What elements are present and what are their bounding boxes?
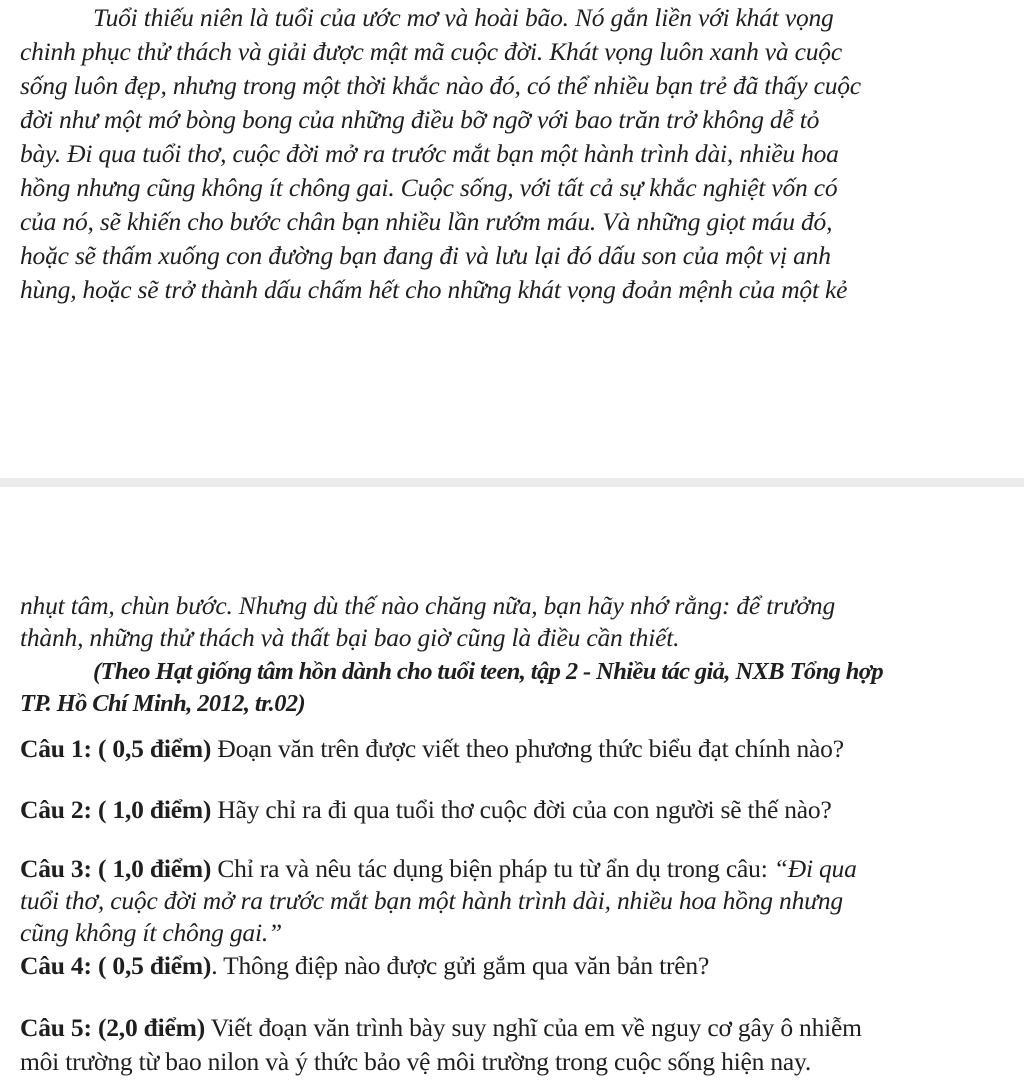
question-text-line: môi trường từ bao nilon và ý thức bảo vệ môi trường trong cuộc sống hiện nay. — [20, 1047, 812, 1076]
source-line: (Theo Hạt giống tâm hồn dành cho tuổi teen, tập 2 - Nhiều tác giả, NXB Tổng hợp — [93, 658, 884, 685]
source-line: TP. Hồ Chí Minh, 2012, tr.02) — [20, 690, 306, 717]
passage-line: bày. Đi qua tuổi thơ, cuộc đời mở ra trước mắt bạn một hành trình dài, nhiều hoa — [20, 139, 839, 168]
question-text: . Thông điệp nào được gửi gắm qua văn bản trên? — [211, 951, 710, 980]
passage-line: sống luôn đẹp, nhưng trong một thời khắc nào đó, có thể nhiều bạn trẻ đã thấy cuộc — [20, 71, 861, 100]
question-quote: “Đi qua — [773, 854, 857, 883]
passage-line: nhụt tâm, chùn bước. Nhưng dù thế nào chăng nữa, bạn hãy nhớ rằng: để trưởng — [20, 591, 836, 620]
question-4 — [20, 950, 709, 982]
question-label: Câu 1: ( 0,5 điểm) — [20, 734, 212, 763]
question-label: Câu 5: (2,0 điểm) — [20, 1013, 205, 1042]
question-2 — [20, 794, 832, 826]
passage-line: thành, những thử thách và thất bại bao giờ cũng là điều cần thiết. — [20, 623, 680, 652]
passage-line: hoặc sẽ thấm xuống con đường bạn đang đi và lưu lại đó dấu son của một vị anh — [20, 241, 831, 270]
question-quote-line: cũng không ít chông gai.” — [20, 918, 283, 947]
question-text: Viết đoạn văn trình bày suy nghĩ của em về nguy cơ gây ô nhiễm — [205, 1013, 862, 1042]
question-text: Đoạn văn trên được viết theo phương thức biểu đạt chính nào? — [211, 734, 844, 763]
question-quote-line: tuổi thơ, cuộc đời mở ra trước mắt bạn một hành trình dài, nhiều hoa hồng nhưng — [20, 886, 843, 915]
question-text: Hãy chỉ ra đi qua tuổi thơ cuộc đời của con người sẽ thế nào? — [211, 795, 832, 824]
question-3 — [20, 853, 857, 885]
question-text: Chỉ ra và nêu tác dụng biện pháp tu từ ẩn dụ trong câu: — [211, 854, 774, 883]
page-separator — [0, 478, 1024, 487]
question-label: Câu 3: ( 1,0 điểm) — [20, 854, 212, 883]
passage-line: chinh phục thử thách và giải được mật mã cuộc đời. Khát vọng luôn xanh và cuộc — [20, 37, 842, 66]
passage-line: đời như một mớ bòng bong của những điều bỡ ngỡ với bao trăn trở không dễ tỏ — [20, 105, 820, 134]
passage-line: hùng, hoặc sẽ trở thành dấu chấm hết cho những khát vọng đoản mệnh của một kẻ — [20, 275, 848, 304]
passage-line: của nó, sẽ khiến cho bước chân bạn nhiều lần rướm máu. Và những giọt máu đó, — [20, 207, 833, 236]
question-1 — [20, 733, 844, 765]
question-5 — [20, 1012, 862, 1044]
question-label: Câu 2: ( 1,0 điểm) — [20, 795, 212, 824]
passage-line: Tuổi thiếu niên là tuổi của ước mơ và hoài bão. Nó gắn liền với khát vọng — [93, 3, 834, 32]
document-page-bottom — [0, 487, 1024, 1081]
question-label: Câu 4: ( 0,5 điểm) — [20, 951, 212, 980]
passage-line: hồng nhưng cũng không ít chông gai. Cuộc sống, với tất cả sự khắc nghiệt vốn có — [20, 173, 838, 202]
